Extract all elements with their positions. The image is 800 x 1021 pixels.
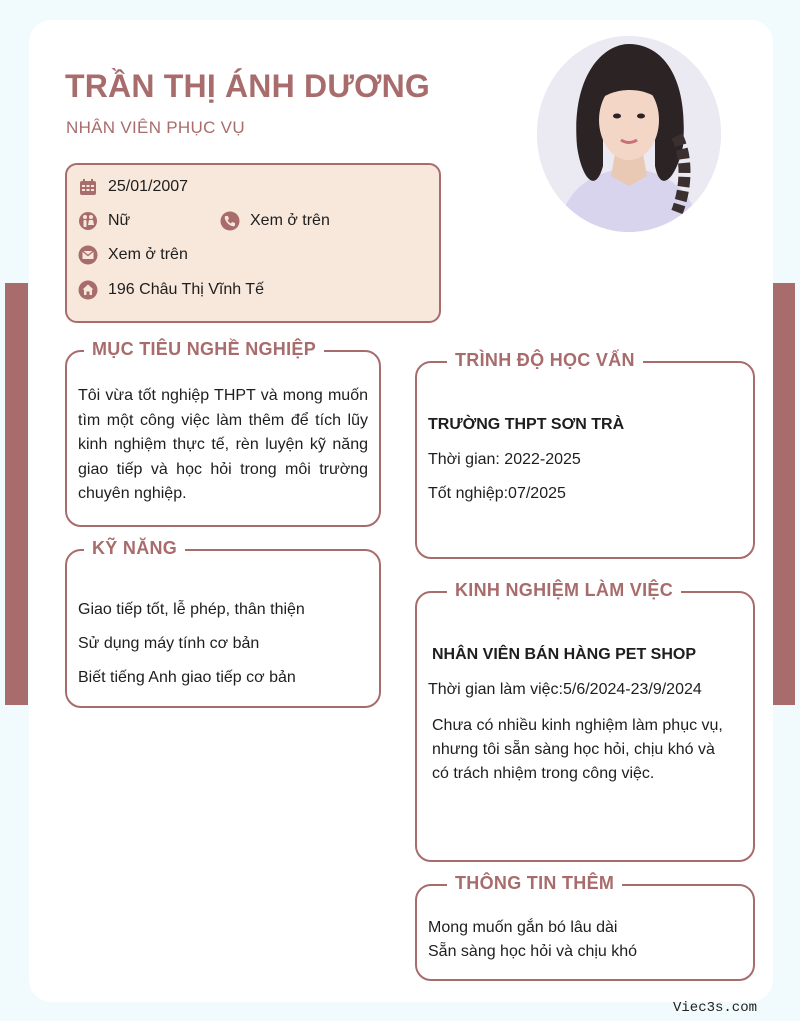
address-row — [78, 280, 264, 300]
candidate-name: TRẦN THỊ ÁNH DƯƠNG — [65, 68, 430, 104]
objective-section — [65, 339, 381, 527]
objective-title: MỤC TIÊU NGHỀ NGHIỆP — [84, 339, 324, 360]
dob-value: 25/01/2007 — [108, 178, 189, 195]
watermark: Viec3s.com — [673, 1000, 758, 1016]
experience-period: Thời gian làm việc:5/6/2024-23/9/2024 — [428, 680, 702, 698]
experience-description: Chưa có nhiều kinh nghiệm làm phục vụ, nhưng tôi sẵn sàng học hỏi, chịu khó và có trách nhiệm trong công việc. — [432, 716, 723, 782]
contact-box — [65, 163, 441, 323]
education-title: TRÌNH ĐỘ HỌC VẤN — [447, 350, 643, 371]
experience-title: KINH NGHIỆM LÀM VIỆC — [447, 580, 681, 601]
skills-title: KỸ NĂNG — [84, 538, 185, 559]
experience-position: NHÂN VIÊN BÁN HÀNG PET SHOP — [432, 646, 697, 663]
gender-value: Nữ — [108, 212, 131, 229]
education-school: TRƯỜNG THPT SƠN TRÀ — [428, 416, 625, 433]
email-row — [78, 245, 188, 265]
extra-info-item: Mong muốn gắn bó lâu dài — [428, 919, 618, 936]
right-accent-bar — [772, 283, 795, 705]
profile-photo — [537, 36, 721, 232]
home-icon — [78, 280, 98, 300]
dob-row — [78, 177, 188, 197]
phone-row — [220, 211, 330, 231]
skill-item: Biết tiếng Anh giao tiếp cơ bản — [78, 669, 296, 686]
email-value: Xem ở trên — [108, 246, 188, 263]
email-icon — [78, 245, 98, 265]
education-section — [415, 350, 755, 559]
gender-row — [78, 211, 130, 231]
extra-info-list — [428, 916, 742, 964]
extra-info-title: THÔNG TIN THÊM — [447, 873, 622, 894]
candidate-role: NHÂN VIÊN PHỤC VỤ — [66, 118, 245, 137]
extra-info-section — [415, 873, 755, 981]
skills-list — [78, 598, 368, 700]
skill-item: Giao tiếp tốt, lễ phép, thân thiện — [78, 601, 305, 618]
phone-value: Xem ở trên — [250, 212, 330, 229]
gender-icon — [78, 211, 98, 231]
education-graduation: Tốt nghiệp:07/2025 — [428, 484, 566, 502]
phone-icon — [220, 211, 240, 231]
calendar-icon — [78, 177, 98, 197]
extra-info-item: Sẵn sàng học hỏi và chịu khó — [428, 943, 638, 960]
objective-text: Tôi vừa tốt nghiệp THPT và mong muốn tìm một công việc làm thêm để tích lũy kinh nghiệm thực tế, rèn luyện kỹ năng giao tiếp và học hỏi trong môi trường chuyên nghiệp. — [78, 387, 368, 502]
education-body — [428, 413, 742, 516]
skill-item: Sử dụng máy tính cơ bản — [78, 635, 260, 652]
experience-body — [428, 643, 731, 796]
education-period: Thời gian: 2022-2025 — [428, 450, 581, 468]
skills-section — [65, 538, 381, 708]
experience-section — [415, 580, 755, 862]
left-accent-bar — [5, 283, 28, 705]
address-value: 196 Châu Thị Vĩnh Tế — [108, 281, 264, 298]
